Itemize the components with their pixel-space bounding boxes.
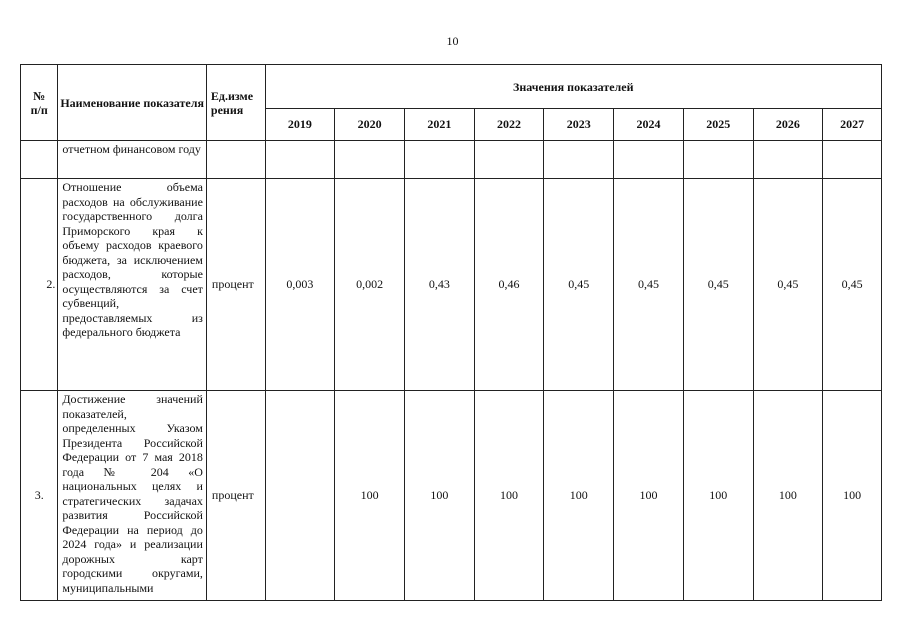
year-header: 2021 xyxy=(404,109,474,141)
indicator-unit: процент xyxy=(206,179,265,391)
indicators-table xyxy=(20,64,882,601)
indicator-value xyxy=(753,141,823,179)
header-values: Значения показателей xyxy=(265,65,881,109)
indicator-value: 0,45 xyxy=(614,179,684,391)
indicator-unit xyxy=(206,141,265,179)
indicator-value: 0,45 xyxy=(753,179,823,391)
row-number xyxy=(21,141,58,179)
year-header: 2027 xyxy=(823,109,882,141)
indicator-value xyxy=(474,141,544,179)
table-row xyxy=(21,141,882,179)
indicator-value: 0,45 xyxy=(823,179,882,391)
indicator-value: 100 xyxy=(544,391,614,601)
indicator-value: 100 xyxy=(823,391,882,601)
year-header: 2020 xyxy=(335,109,405,141)
indicator-value: 0,002 xyxy=(335,179,405,391)
indicator-value: 100 xyxy=(335,391,405,601)
year-header: 2025 xyxy=(683,109,753,141)
indicator-unit: процент xyxy=(206,391,265,601)
indicator-name: Достижение значений показателей, определенных Указом Президента Российской Федерации от 7 мая 2018 года № 204 «О национальных целях и стратегических задачах развития Российской Федерации на период до 2024 года» и реализации дорожных карт городскими округами, муниципальными xyxy=(58,391,207,601)
indicator-value: 0,45 xyxy=(683,179,753,391)
header-row xyxy=(21,65,882,109)
table-row xyxy=(21,391,882,601)
indicator-value: 0,003 xyxy=(265,179,335,391)
indicator-value: 100 xyxy=(474,391,544,601)
indicator-value: 0,45 xyxy=(544,179,614,391)
header-no: № п/п xyxy=(21,65,58,141)
row-number: 3. xyxy=(21,391,58,601)
header-name: Наименование показателя xyxy=(58,65,207,141)
table-row xyxy=(21,179,882,391)
indicator-name: отчетном финансовом году xyxy=(58,141,207,179)
indicator-value xyxy=(683,141,753,179)
indicator-value xyxy=(544,141,614,179)
year-header: 2026 xyxy=(753,109,823,141)
indicator-value xyxy=(265,141,335,179)
year-header: 2022 xyxy=(474,109,544,141)
page-number: 10 xyxy=(446,34,459,48)
year-header: 2023 xyxy=(544,109,614,141)
indicator-value: 0,43 xyxy=(404,179,474,391)
indicator-value: 0,46 xyxy=(474,179,544,391)
year-header: 2024 xyxy=(614,109,684,141)
header-unit: Ед.изме рения xyxy=(206,65,265,141)
indicator-value xyxy=(614,141,684,179)
indicator-value: 100 xyxy=(753,391,823,601)
indicator-value xyxy=(404,141,474,179)
indicator-value: 100 xyxy=(614,391,684,601)
indicator-value: 100 xyxy=(683,391,753,601)
row-number: 2. xyxy=(21,179,58,391)
indicator-value: 100 xyxy=(404,391,474,601)
indicator-name: Отношение объема расходов на обслуживание государственного долга Приморского края к объему расходов краевого бюджета, за исключением расходов, которые осуществляются за счет субвенций, предоставляемых из федерального бюджета xyxy=(58,179,207,391)
indicator-value xyxy=(335,141,405,179)
year-header: 2019 xyxy=(265,109,335,141)
indicator-value xyxy=(823,141,882,179)
indicator-value xyxy=(265,391,335,601)
